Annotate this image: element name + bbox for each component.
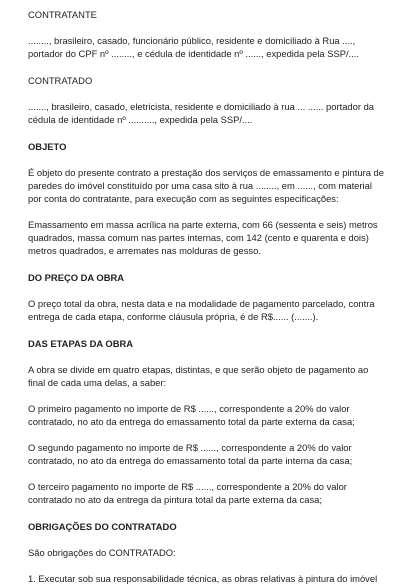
etapas-paragraph-3: O segundo pagamento no importe de R$ ......, correspondente a 20% do valor contratado, no ato da entrega do emassamento total da parte interna da casa; (28, 442, 353, 466)
obrigacoes-item-1: 1. Executar sob sua responsabilidade técnica, as obras relativas à pintura do imóvel (28, 573, 378, 584)
contratante-label: CONTRATANTE (28, 9, 97, 20)
preco-paragraph: O preço total da obra, nesta data e na modalidade de pagamento parcelado, contra entrega de cada etapa, conforme cláusula própria, é de R$...... (.......). (28, 298, 375, 322)
obrigacoes-paragraph: São obrigações do CONTRATADO: (28, 547, 176, 558)
objeto-paragraph-2: Emassamento em massa acrílica na parte externa, com 66 (sessenta e seis) metros quadrados, massa comum nas partes internas, com 142 (cento e quarenta e dois) metros quadrados, e arremates nas molduras de gesso. (28, 219, 378, 256)
contratado-label: CONTRATADO (28, 75, 93, 86)
section-heading-obrigacoes: OBRIGAÇÕES DO CONTRATADO (28, 521, 177, 532)
etapas-paragraph-2: O primeiro pagamento no importe de R$ ......, correspondente a 20% do valor contratado, no ato da entrega do emassamento total da parte externa da casa; (28, 403, 355, 427)
section-heading-objeto: OBJETO (28, 141, 67, 152)
objeto-paragraph-1: É objeto do presente contrato a prestação dos serviços de emassamento e pintura de paredes do imóvel constituído por uma casa sito à rua ........, em ......, com material por conta do contratante, para execução com as seguintes especificações: (28, 167, 384, 204)
contratante-paragraph: ........, brasileiro, casado, funcionário público, residente e domiciliado à Rua ...., portador do CPF nº ........, e cédula de identidade nº ......, expedida pela SSP/.... (28, 35, 360, 59)
section-heading-preco: DO PREÇO DA OBRA (28, 272, 125, 283)
section-heading-etapas: DAS ETAPAS DA OBRA (28, 338, 134, 349)
etapas-paragraph-1: A obra se divide em quatro etapas, distintas, e que serão objeto de pagamento ao final de cada uma delas, a saber: (28, 364, 369, 388)
etapas-paragraph-4: O terceiro pagamento no importe de R$ ......, correspondente a 20% do valor contratado no ato da entrega da pintura total da parte externa da casa; (28, 481, 347, 505)
contratado-paragraph: ......., brasileiro, casado, eletricista, residente e domiciliado à rua ... ...... portador da cédula de identidade nº .........., expedida pela SSP/.... (28, 101, 375, 125)
